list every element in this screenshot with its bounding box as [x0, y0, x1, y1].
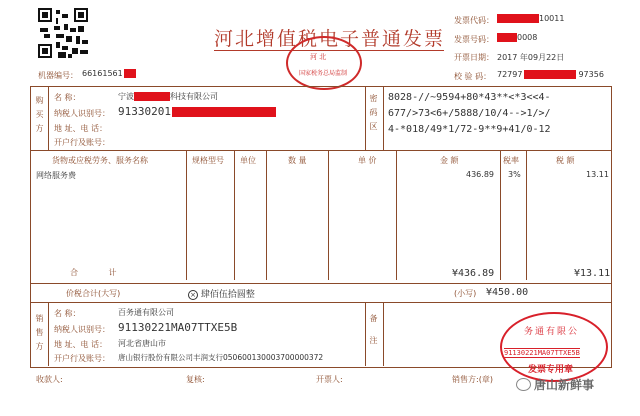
stamp-company: 务通有限公	[524, 327, 580, 337]
redaction-bar	[524, 70, 576, 79]
check-code-label: 校 验 码：	[454, 72, 492, 81]
total-tax: ¥13.11	[574, 268, 611, 279]
divider	[383, 86, 384, 150]
buyer-name-value: 宁波 科技有限公司	[118, 92, 218, 101]
buyer-taxid-label: 纳税人识别号：	[54, 109, 110, 118]
col-header-spec: 规格型号	[192, 156, 224, 165]
tax-bureau-seal	[286, 36, 362, 90]
divider	[526, 150, 527, 280]
divider	[30, 302, 611, 303]
divider	[365, 86, 366, 150]
divider	[30, 283, 611, 284]
sum-small-value: ¥450.00	[486, 287, 529, 298]
item-tax: 13.11	[586, 170, 609, 179]
buyer-name-label: 名 称：	[54, 93, 81, 102]
total-label: 合 计	[70, 268, 131, 277]
item-amount: 436.89	[466, 170, 494, 179]
divider	[365, 302, 366, 366]
sum-words: × 肆佰伍拾圆整	[188, 287, 255, 300]
divider	[48, 86, 49, 150]
total-amount: ¥436.89	[452, 268, 495, 279]
seller-address-value: 河北省唐山市	[118, 339, 166, 348]
seller-name-label: 名 称：	[54, 309, 81, 318]
divider	[396, 150, 397, 280]
col-header-rate: 税率	[503, 156, 519, 165]
stamp-taxid: 91130221MA07TTXE5B	[504, 349, 580, 357]
invoice-no-label: 发票号码：	[454, 35, 494, 44]
watermark: 唐山新鲜事	[516, 376, 594, 393]
check-code-value: 72797 97356	[497, 70, 604, 79]
divider	[328, 150, 329, 280]
seal-region: 河 北	[310, 53, 327, 61]
buyer-taxid-value: 91330201	[118, 105, 276, 118]
buyer-address-label: 地 址、电 话：	[54, 124, 108, 133]
drawer-label: 开票人:	[316, 375, 343, 384]
col-header-tax: 税 额	[556, 156, 575, 165]
col-header-name: 货物或应税劳务、服务名称	[52, 156, 148, 165]
item-name: 网络服务费	[36, 171, 76, 180]
buyer-side-label: 购买方	[35, 96, 44, 138]
seller-side-label: 销售方	[35, 314, 44, 356]
redaction-bar	[497, 33, 517, 42]
sum-small-label: (小写)	[454, 289, 477, 298]
cipher-line-2: 677/>73<6+/5888/10/4-->1/>/	[388, 108, 551, 119]
col-header-amount: 金 额	[440, 156, 459, 165]
seller-bank-label: 开户行及账号：	[54, 354, 110, 363]
cipher-line-1: 8028-//~9594+80*43**<*3<<4-	[388, 92, 551, 103]
machine-no-label: 机器编号：	[38, 71, 78, 80]
remark-label: 备注	[369, 314, 378, 358]
cipher-label: 密码区	[369, 94, 378, 136]
divider	[186, 150, 187, 280]
col-header-price: 单 价	[358, 156, 377, 165]
redaction-bar	[172, 107, 276, 117]
seller-address-label: 地 址、电 话：	[54, 340, 108, 349]
invoice-no-value: 0008	[497, 33, 537, 42]
divider	[500, 150, 501, 280]
invoice-code-label: 发票代码：	[454, 16, 494, 25]
cipher-line-3: 4-*018/49*1/72-9**9+41/0-12	[388, 124, 551, 135]
redaction-bar	[134, 92, 170, 101]
qr-code	[38, 8, 88, 58]
divider	[234, 150, 235, 280]
redaction-bar	[124, 69, 136, 78]
col-header-unit: 单位	[240, 156, 256, 165]
date-value: 2017 年09月22日	[497, 53, 565, 62]
date-label: 开票日期：	[454, 53, 494, 62]
seller-taxid-label: 纳税人识别号：	[54, 325, 110, 334]
seller-bank-value: 唐山银行股份有限公司丰润支行050600130003700000372	[118, 353, 324, 362]
divider	[383, 302, 384, 366]
payee-label: 收款人:	[36, 375, 63, 384]
divider	[48, 302, 49, 366]
chat-bubble-icon	[516, 378, 531, 391]
col-header-qty: 数 量	[288, 156, 307, 165]
invoice-code-value: 10011	[497, 14, 564, 23]
invoice-title: 河北增值税电子普通发票	[214, 28, 446, 50]
redaction-bar	[497, 14, 539, 23]
seller-name-value: 百务通有限公司	[118, 308, 174, 317]
seller-seal-label: 销售方:(章)	[452, 375, 493, 384]
seller-taxid-value: 91130221MA07TTXE5B	[118, 321, 238, 334]
seal-text: 国家税务总局监制	[299, 70, 348, 77]
item-rate: 3%	[508, 170, 521, 179]
reviewer-label: 复核:	[186, 375, 205, 384]
cross-circle-icon: ×	[188, 290, 198, 300]
machine-no-value: 66161561	[82, 69, 136, 78]
sum-label: 价税合计(大写)	[66, 289, 121, 298]
buyer-bank-label: 开户行及账号：	[54, 138, 110, 147]
stamp-label: 发票专用章	[528, 365, 574, 375]
invoice-stamp	[500, 312, 608, 382]
divider	[266, 150, 267, 280]
divider	[30, 150, 611, 151]
